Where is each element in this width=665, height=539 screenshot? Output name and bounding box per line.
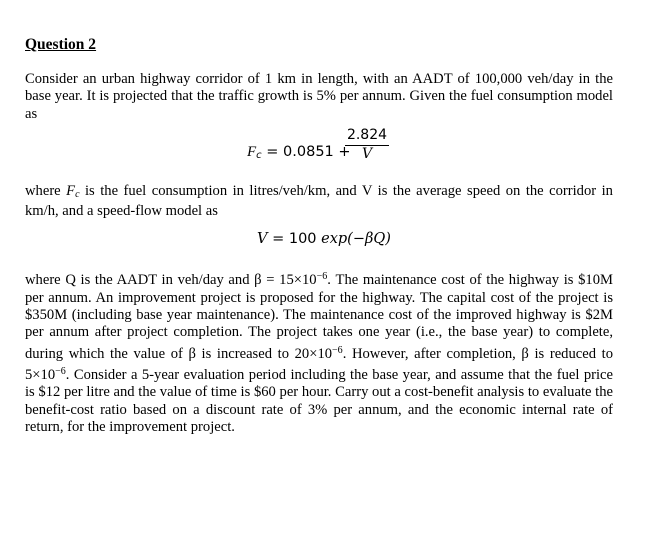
speed-flow-expression [257, 231, 391, 247]
exponent-3: −6 [55, 365, 66, 377]
body-part-4: . Consider a 5-year evaluation period including the base year, and assume that the fuel price is $12 per litre and the value of time is $60 per hour. Carry out a cost-benefit analysis to evaluate the benefit-cost ratio based on a discount rate of 3% per annum, and the economic internal rate of return, for the improvement project. [25, 366, 613, 435]
body-part-2: . The maintenance cost of the highway is $10M per annum. An improvement project is proposed for the highway. The capital cost of the project is $350M (including base year maintenance). The maintenance cost of the improved highway is $2M per annum after project completion. The project takes one year (i.e., the base year) to complete, during which the value of β is increased to 20×10 [25, 272, 613, 362]
fc-variable: F [247, 143, 257, 160]
question-heading: Question 2 [25, 36, 97, 53]
speed-flow-function: exp(−βQ) [321, 231, 391, 248]
equation-fraction [345, 127, 389, 163]
equation-lhs [247, 144, 351, 161]
fraction-denominator: V [361, 145, 373, 162]
fc-subscript: c [256, 149, 262, 161]
exponent-1: −6 [316, 271, 328, 283]
equation-constant: = 0.0851 + [261, 143, 351, 160]
where-text: where [25, 182, 67, 199]
fc-inline-variable: F [66, 182, 76, 199]
where-fc-text: is the fuel consumption in litres/veh/km, and V is the average speed on the corridor in km/h, and a speed-flow model as [25, 182, 613, 220]
fc-inline-subscript: c [75, 188, 80, 200]
where-fc-paragraph [25, 183, 613, 221]
document-page [25, 36, 613, 436]
speed-flow-prefix: = 100 [267, 231, 322, 248]
speed-variable: V [257, 231, 268, 248]
fuel-consumption-equation [25, 123, 613, 183]
main-paragraph [25, 268, 613, 436]
body-part-1: where Q is the AADT in veh/day and β = 15×10 [25, 272, 317, 289]
intro-paragraph: Consider an urban highway corridor of 1 km in length, with an AADT of 100,000 veh/day in the base year. It is projected that the traffic growth is 5% per annum. Given the fuel consumption model as [25, 71, 613, 122]
fraction-numerator: 2.824 [345, 127, 389, 146]
exponent-2: −6 [332, 344, 343, 356]
speed-flow-equation [25, 220, 613, 268]
body-part-3: . However, after completion, β is reduced to 5×10 [25, 345, 614, 383]
